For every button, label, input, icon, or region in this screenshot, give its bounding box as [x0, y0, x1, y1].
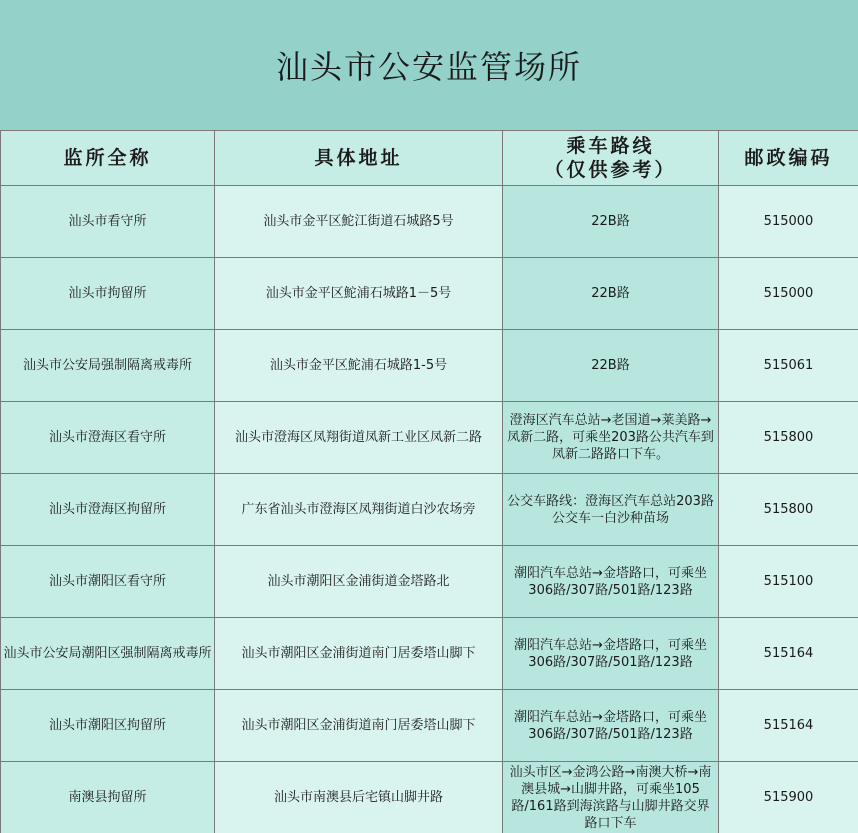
cell-name: 汕头市拘留所 — [1, 258, 215, 330]
table-row — [1, 690, 858, 762]
cell-route: 22B路 — [503, 258, 719, 330]
cell-name: 汕头市澄海区看守所 — [1, 402, 215, 474]
cell-address: 广东省汕头市澄海区凤翔街道白沙农场旁 — [215, 474, 503, 546]
table-row — [1, 402, 858, 474]
cell-address: 汕头市潮阳区金浦街道金塔路北 — [215, 546, 503, 618]
table-row — [1, 546, 858, 618]
cell-name: 汕头市澄海区拘留所 — [1, 474, 215, 546]
cell-name: 汕头市看守所 — [1, 186, 215, 258]
cell-postcode: 515164 — [719, 690, 858, 762]
header-route-line1: 乘车路线 — [566, 135, 655, 157]
cell-postcode: 515164 — [719, 618, 858, 690]
cell-name: 汕头市公安局潮阳区强制隔离戒毒所 — [1, 618, 215, 690]
facilities-table — [0, 130, 858, 833]
cell-name: 南澳县拘留所 — [1, 762, 215, 833]
cell-route: 汕头市区→金鸿公路→南澳大桥→南澳县城→山脚井路，可乘坐105路/161路到海滨路与山脚井路交界路口下车 — [503, 762, 719, 833]
cell-address: 汕头市南澳县后宅镇山脚井路 — [215, 762, 503, 833]
header-name: 监所全称 — [1, 131, 215, 186]
cell-address: 汕头市金平区鮀江街道石城路5号 — [215, 186, 503, 258]
cell-name: 汕头市潮阳区拘留所 — [1, 690, 215, 762]
table-row — [1, 258, 858, 330]
cell-postcode: 515800 — [719, 474, 858, 546]
cell-route: 22B路 — [503, 330, 719, 402]
cell-route: 澄海区汽车总站→老国道→莱美路→凤新二路，可乘坐203路公共汽车到凤新二路路口下车。 — [503, 402, 719, 474]
header-route-line2: （仅供参考） — [544, 159, 677, 181]
cell-route: 22B路 — [503, 186, 719, 258]
cell-address: 汕头市潮阳区金浦街道南门居委塔山脚下 — [215, 618, 503, 690]
table-row — [1, 330, 858, 402]
cell-postcode: 515100 — [719, 546, 858, 618]
cell-address: 汕头市澄海区凤翔街道凤新工业区凤新二路 — [215, 402, 503, 474]
cell-postcode: 515900 — [719, 762, 858, 833]
cell-name: 汕头市潮阳区看守所 — [1, 546, 215, 618]
cell-address: 汕头市金平区鮀浦石城路1－5号 — [215, 258, 503, 330]
cell-address: 汕头市潮阳区金浦街道南门居委塔山脚下 — [215, 690, 503, 762]
header-row — [1, 131, 858, 186]
cell-postcode: 515000 — [719, 186, 858, 258]
cell-address: 汕头市金平区鮀浦石城路1-5号 — [215, 330, 503, 402]
cell-name: 汕头市公安局强制隔离戒毒所 — [1, 330, 215, 402]
cell-postcode: 515800 — [719, 402, 858, 474]
header-address: 具体地址 — [215, 131, 503, 186]
cell-route: 潮阳汽车总站→金塔路口，可乘坐306路/307路/501路/123路 — [503, 546, 719, 618]
table-row — [1, 474, 858, 546]
cell-route: 公交车路线：澄海区汽车总站203路公交车一白沙种苗场 — [503, 474, 719, 546]
cell-route: 潮阳汽车总站→金塔路口，可乘坐306路/307路/501路/123路 — [503, 690, 719, 762]
title-band — [0, 0, 858, 130]
table-row — [1, 618, 858, 690]
cell-postcode: 515061 — [719, 330, 858, 402]
header-route — [503, 131, 719, 186]
cell-route: 潮阳汽车总站→金塔路口，可乘坐306路/307路/501路/123路 — [503, 618, 719, 690]
cell-postcode: 515000 — [719, 258, 858, 330]
table-row — [1, 762, 858, 833]
header-postcode: 邮政编码 — [719, 131, 858, 186]
page-title: 汕头市公安监管场所 — [275, 48, 582, 86]
table-row — [1, 186, 858, 258]
